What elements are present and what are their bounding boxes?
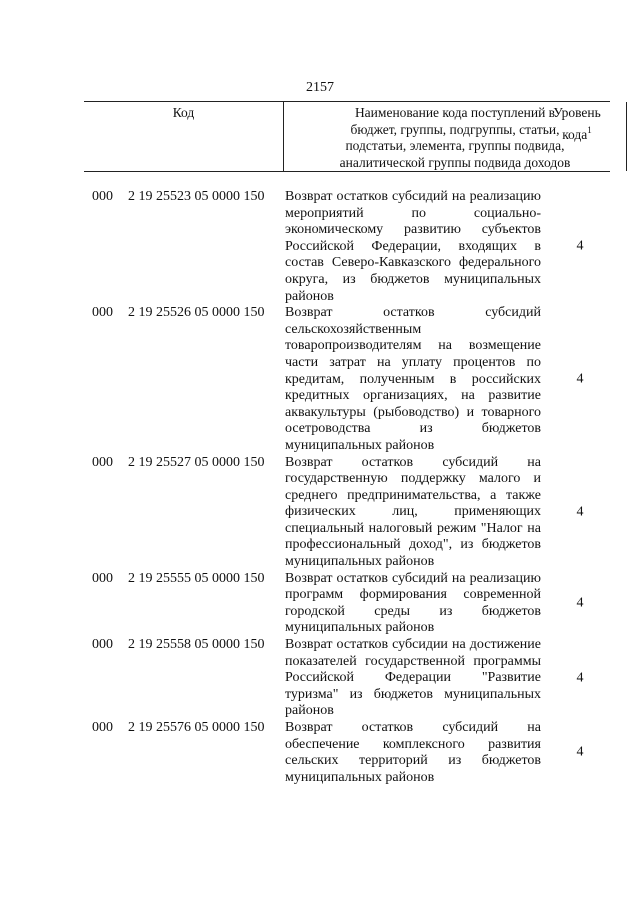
header-level-line1: Уровень xyxy=(553,105,601,120)
table-row xyxy=(0,720,640,786)
table-row xyxy=(0,305,640,454)
code-level: 4 xyxy=(576,744,584,760)
table-row xyxy=(0,571,640,637)
revenue-name: Возврат остатков субсидий на реализацию мероприятий по социально-экономическому развитию субъектов Российской Федерации, входящих в состав Северо-Кавказского федерального округа, из бюджетов муниципальных районов xyxy=(285,189,541,304)
header-code: Код xyxy=(84,102,284,171)
revenue-name: Возврат остатков субсидий сельскохозяйственным товаропроизводителям на возмещение части затрат на уплату процентов по кредитам, полученным в российских кредитных организациях, на развитие аквакультуры (рыбоводство) и товарного осетроводства из бюджетов муниципальных районов xyxy=(285,305,541,453)
code-level: 4 xyxy=(576,504,584,520)
code-level: 4 xyxy=(576,670,584,686)
revenue-code: 2 19 25555 05 0000 150 xyxy=(128,570,265,586)
admin-code: 000 xyxy=(92,637,113,653)
table-row xyxy=(0,455,640,571)
header-name-line: Наименование кода поступлений в xyxy=(354,105,556,120)
revenue-code: 2 19 25576 05 0000 150 xyxy=(128,720,265,735)
revenue-code: 2 19 25558 05 0000 150 xyxy=(128,637,265,653)
revenue-name: Возврат остатков субсидий на обеспечение комплексного развития сельских территорий из бюджетов муниципальных районов xyxy=(285,720,541,785)
revenue-code: 2 19 25526 05 0000 150 xyxy=(128,305,265,321)
admin-code: 000 xyxy=(92,720,113,735)
footnote-marker: 1 xyxy=(587,124,592,135)
revenue-name: Возврат остатков субсидий на реализацию программ формирования современной городской среды из бюджетов муниципальных районов xyxy=(285,570,541,636)
code-level: 4 xyxy=(576,238,584,254)
admin-code: 000 xyxy=(92,189,113,204)
admin-code: 000 xyxy=(92,570,113,586)
admin-code: 000 xyxy=(92,454,113,470)
page-number: 2157 xyxy=(306,80,334,95)
header-name-line: подстатьи, элемента, группы подвида, xyxy=(345,138,565,153)
table-body xyxy=(0,189,640,786)
revenue-code: 2 19 25523 05 0000 150 xyxy=(128,189,265,204)
code-level: 4 xyxy=(576,595,584,611)
table-row xyxy=(0,637,640,720)
code-level: 4 xyxy=(576,371,584,387)
header-level-text: кода xyxy=(562,126,588,142)
admin-code: 000 xyxy=(92,305,113,321)
header-name-line: бюджет, группы, подгруппы, статьи, xyxy=(350,121,560,137)
table-row xyxy=(0,189,640,305)
table-header xyxy=(84,101,610,172)
revenue-name: Возврат остатков субсидии на достижение показателей государственной программы Российской Федерации "Развитие туризма" из бюджетов муниципальных районов xyxy=(285,637,541,719)
revenue-name: Возврат остатков субсидий на государственную поддержку малого и среднего предпринимательства, а также физических лиц, применяющих специальный налоговый режим "Налог на профессиональный доход", из бюджетов муниципальных районов xyxy=(285,454,541,570)
header-level-line2 xyxy=(544,122,610,144)
header-level xyxy=(544,102,610,143)
header-name-line: аналитической группы подвида доходов xyxy=(339,154,571,170)
revenue-code: 2 19 25527 05 0000 150 xyxy=(128,454,265,470)
